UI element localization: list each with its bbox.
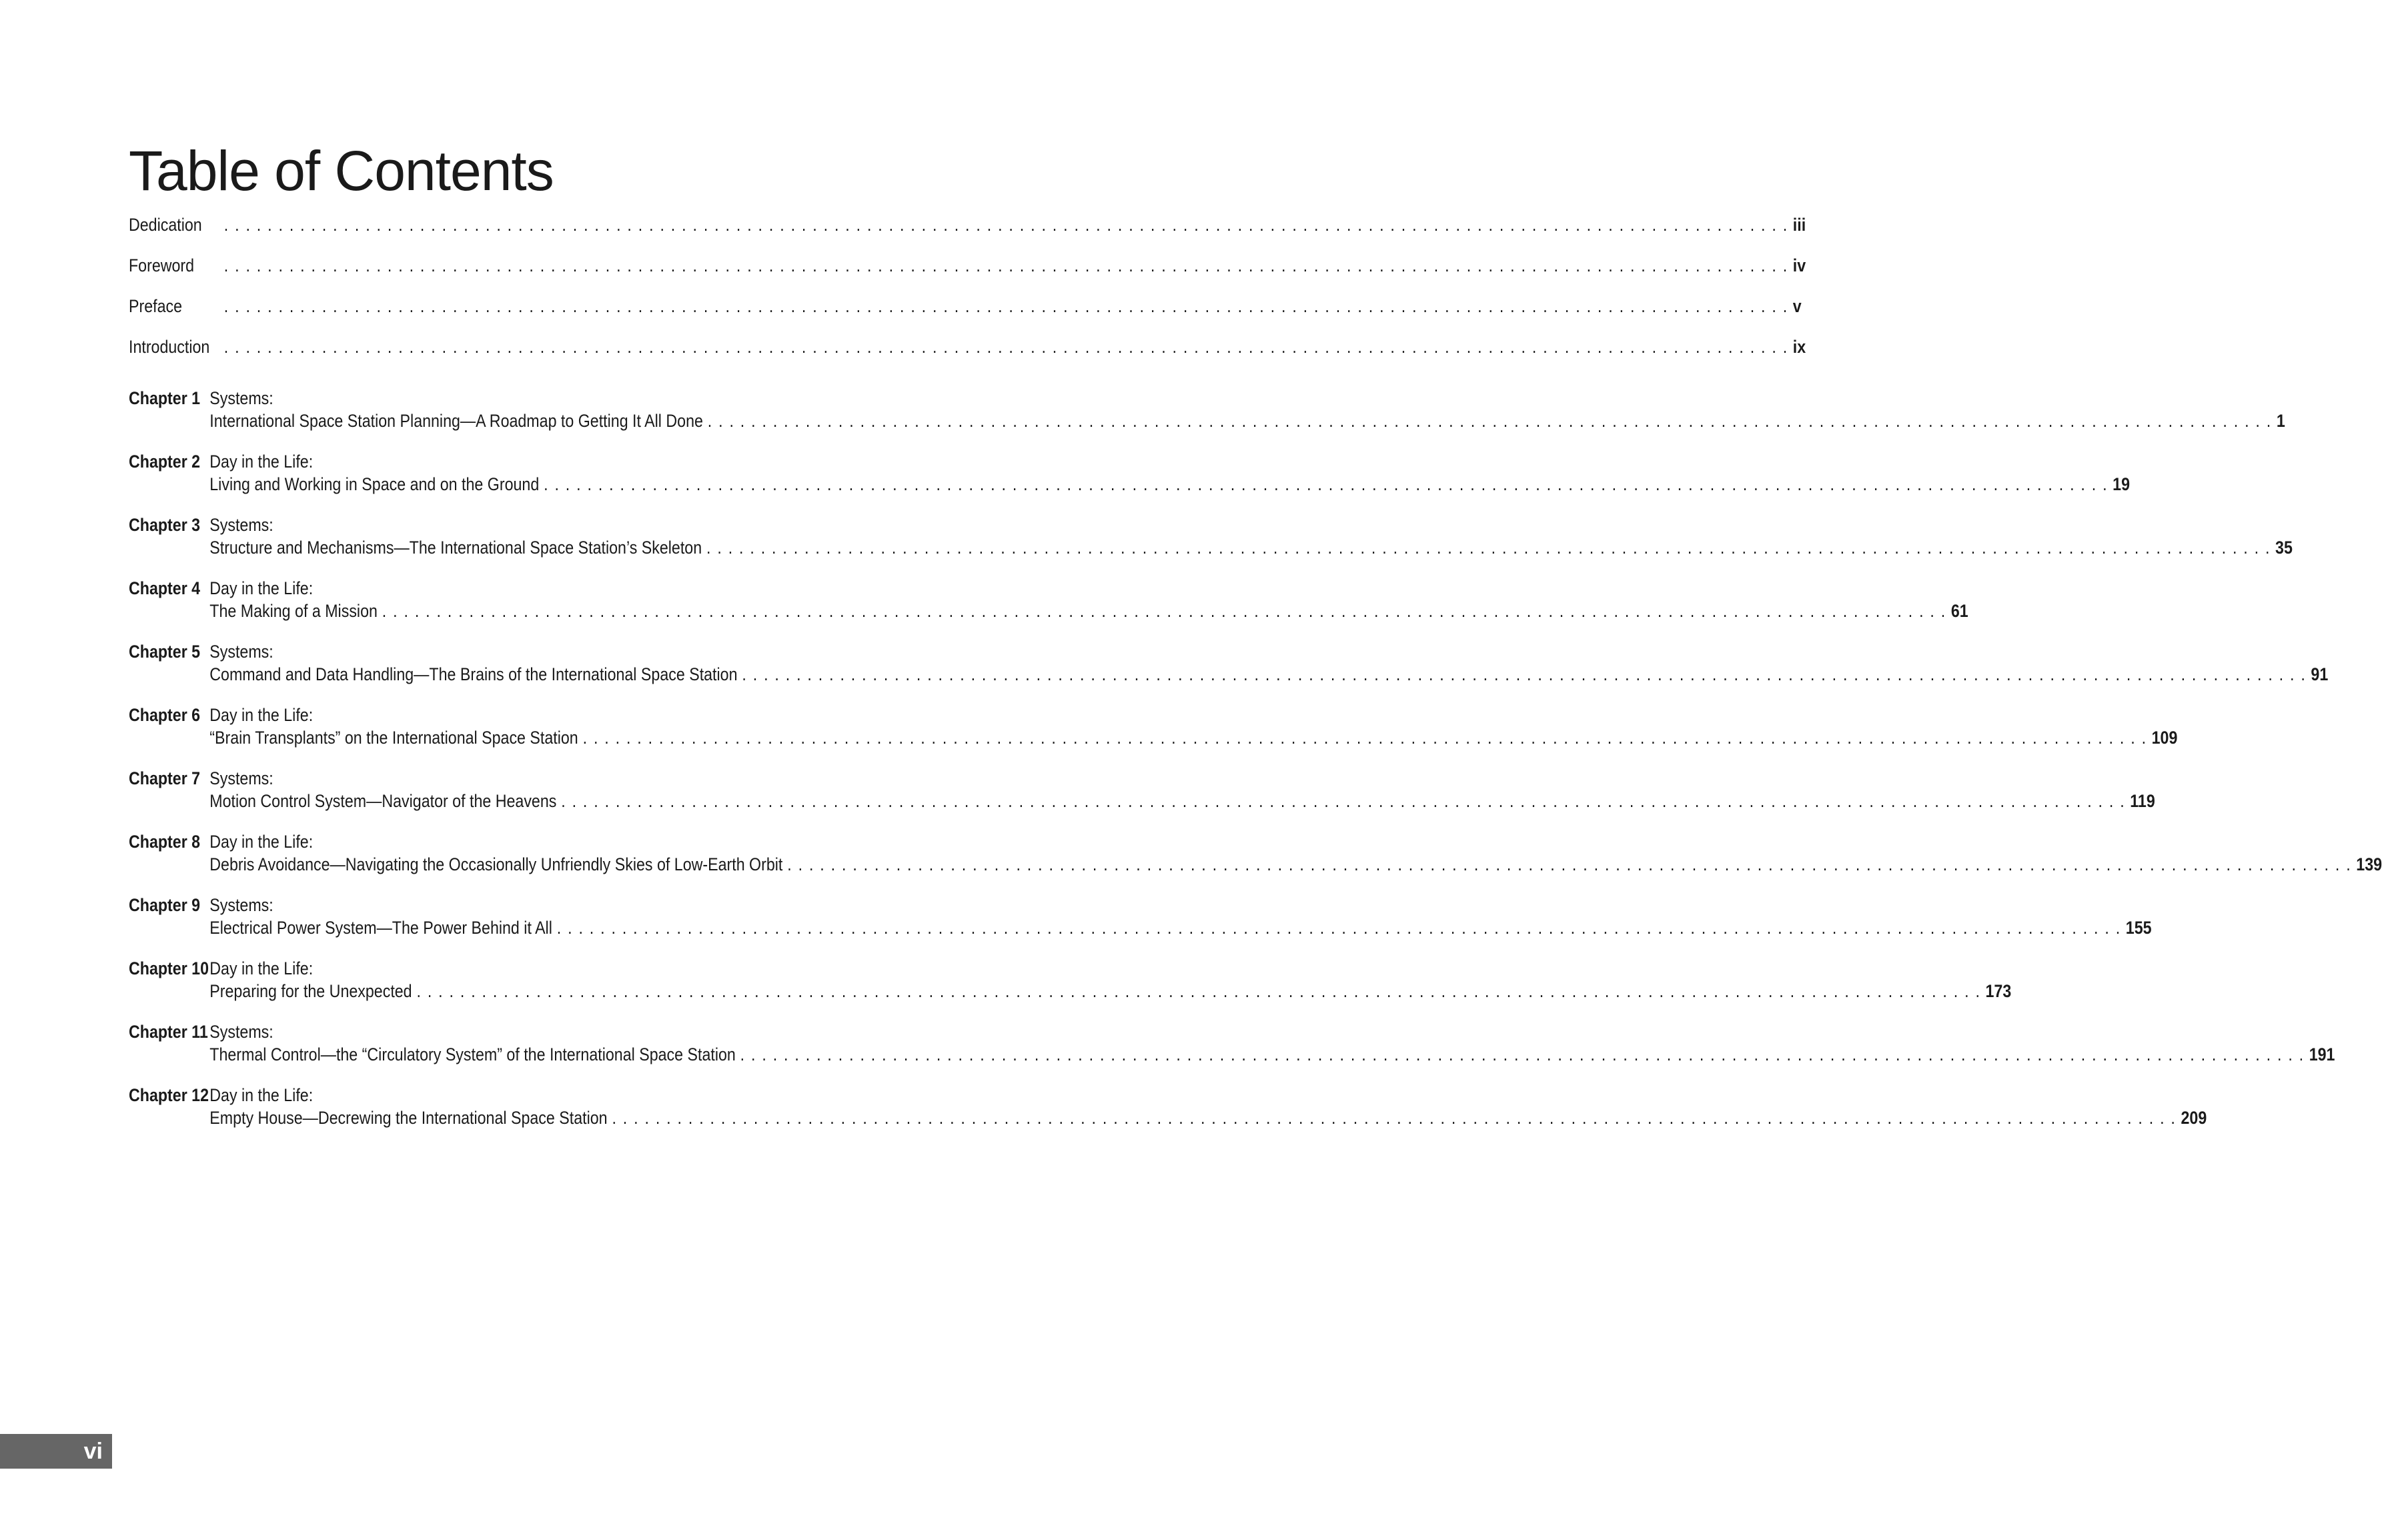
toc-entry-page: iii <box>1792 215 1806 235</box>
chapter-title: Preparing for the Unexpected <box>209 981 412 1001</box>
chapter-label: Chapter 11 <box>129 1022 208 1042</box>
page-folio: vi <box>0 1434 112 1469</box>
toc-chapter-2 <box>129 450 2130 514</box>
chapter-kind: Day in the Life: <box>209 1085 314 1105</box>
chapter-page: 119 <box>2130 791 2155 811</box>
chapter-label: Chapter 8 <box>129 832 201 852</box>
toc-chapter-12 <box>129 1084 2207 1147</box>
chapter-page: 139 <box>2356 854 2382 874</box>
chapter-body <box>209 450 2130 514</box>
toc-entry-preface <box>129 296 1802 337</box>
toc-chapter-9 <box>129 894 2152 957</box>
chapter-line <box>209 473 2130 496</box>
chapter-body <box>209 1084 2207 1147</box>
chapter-label: Chapter 10 <box>129 958 209 978</box>
dot-leader <box>412 980 1981 1002</box>
chapter-line <box>209 1043 2335 1066</box>
chapter-label: Chapter 7 <box>129 768 201 788</box>
dot-leader <box>552 916 2121 939</box>
toc-chapter-7 <box>129 767 2155 830</box>
toc-entry-page: v <box>1792 296 1802 316</box>
chapter-kind: Systems: <box>209 1022 273 1042</box>
chapter-title: “Brain Transplants” on the International Space Station <box>209 728 578 748</box>
chapter-page: 61 <box>1950 601 1968 621</box>
chapter-title: Thermal Control—the “Circulatory System” of the International Space Station <box>209 1044 736 1064</box>
chapter-title: Command and Data Handling—The Brains of the International Space Station <box>209 664 738 684</box>
dot-leader <box>703 410 2272 432</box>
toc-chapter-6 <box>129 704 2178 767</box>
chapter-title: Structure and Mechanisms—The International Space Station’s Skeleton <box>209 538 702 558</box>
chapter-kind: Systems: <box>209 388 273 408</box>
toc-chapter-11 <box>129 1020 2335 1084</box>
chapter-title: International Space Station Planning—A Roadmap to Getting It All Done <box>209 411 703 431</box>
table-of-contents <box>129 215 2382 1147</box>
dot-leader <box>556 790 2125 812</box>
dot-leader <box>221 337 1788 357</box>
chapter-title: The Making of a Mission <box>209 601 378 621</box>
chapter-line <box>209 790 2155 812</box>
chapter-line <box>209 853 2382 876</box>
chapter-page: 209 <box>2181 1108 2207 1128</box>
toc-entry-page: iv <box>1792 255 1806 275</box>
chapter-kind: Day in the Life: <box>209 832 314 852</box>
chapter-kind: Day in the Life: <box>209 578 314 598</box>
chapter-line <box>209 600 1968 622</box>
chapter-body <box>209 894 2151 957</box>
toc-entry-label: Introduction <box>129 337 210 357</box>
chapter-label: Chapter 4 <box>129 578 201 598</box>
chapter-page: 91 <box>2311 664 2329 684</box>
chapter-kind: Systems: <box>209 515 273 535</box>
chapter-line <box>209 1106 2207 1129</box>
chapter-page: 173 <box>1985 981 2012 1001</box>
chapter-title: Living and Working in Space and on the Ground <box>209 474 540 494</box>
chapter-page: 1 <box>2276 411 2285 431</box>
chapter-body <box>209 830 2382 894</box>
toc-chapter-10 <box>129 957 2012 1020</box>
toc-entry-label: Preface <box>129 296 183 316</box>
chapter-label: Chapter 12 <box>129 1085 209 1105</box>
dot-leader <box>221 215 1788 235</box>
chapter-body <box>209 387 2285 450</box>
chapter-kind: Systems: <box>209 642 273 662</box>
toc-chapter-3 <box>129 514 2293 577</box>
dot-leader <box>221 255 1788 276</box>
chapter-list <box>129 387 2382 1147</box>
chapter-body <box>209 957 2011 1020</box>
chapter-label: Chapter 1 <box>129 388 201 408</box>
chapter-body <box>209 577 1968 640</box>
toc-entry-introduction <box>129 337 1806 377</box>
chapter-body <box>209 514 2293 577</box>
chapter-page: 155 <box>2125 918 2152 938</box>
chapter-label: Chapter 3 <box>129 515 201 535</box>
chapter-page: 109 <box>2151 728 2178 748</box>
chapter-title: Debris Avoidance—Navigating the Occasionally Unfriendly Skies of Low-Earth Orbit <box>209 854 783 874</box>
chapter-body <box>209 704 2177 767</box>
chapter-label: Chapter 6 <box>129 705 201 725</box>
chapter-page: 191 <box>2309 1044 2335 1064</box>
chapter-page: 35 <box>2275 538 2293 558</box>
toc-chapter-5 <box>129 640 2329 704</box>
chapter-title: Motion Control System—Navigator of the Heavens <box>209 791 557 811</box>
toc-chapter-1 <box>129 387 2285 450</box>
dot-leader <box>221 296 1788 317</box>
toc-entry-page: ix <box>1792 337 1806 357</box>
toc-chapter-4 <box>129 577 1968 640</box>
chapter-line <box>209 663 2328 686</box>
chapter-kind: Day in the Life: <box>209 705 314 725</box>
dot-leader <box>578 726 2147 749</box>
dot-leader <box>539 473 2108 496</box>
chapter-kind: Systems: <box>209 895 273 915</box>
page-title: Table of Contents <box>129 139 554 202</box>
toc-entry-label: Foreword <box>129 255 195 275</box>
toc-entry-foreword <box>129 255 1806 296</box>
chapter-label: Chapter 2 <box>129 452 201 472</box>
chapter-title: Empty House—Decrewing the International Space Station <box>209 1108 608 1128</box>
chapter-line <box>209 536 2293 559</box>
dot-leader <box>608 1106 2177 1129</box>
chapter-body <box>209 767 2155 830</box>
dot-leader <box>378 600 1946 622</box>
chapter-line <box>209 726 2177 749</box>
toc-chapter-8 <box>129 830 2382 894</box>
chapter-line <box>209 410 2285 432</box>
chapter-line <box>209 980 2011 1002</box>
chapter-label: Chapter 9 <box>129 895 201 915</box>
chapter-body <box>209 1020 2335 1084</box>
toc-entry-dedication <box>129 215 1806 255</box>
chapter-label: Chapter 5 <box>129 642 201 662</box>
chapter-kind: Day in the Life: <box>209 958 314 978</box>
front-matter-list <box>129 215 1806 377</box>
chapter-line <box>209 916 2151 939</box>
toc-entry-label: Dedication <box>129 215 202 235</box>
chapter-body <box>209 640 2328 704</box>
dot-leader <box>738 663 2307 686</box>
dot-leader <box>782 853 2351 876</box>
chapter-kind: Systems: <box>209 768 273 788</box>
dot-leader <box>736 1043 2305 1066</box>
chapter-kind: Day in the Life: <box>209 452 314 472</box>
chapter-title: Electrical Power System—The Power Behind it All <box>209 918 552 938</box>
dot-leader <box>702 536 2271 559</box>
chapter-page: 19 <box>2113 474 2130 494</box>
